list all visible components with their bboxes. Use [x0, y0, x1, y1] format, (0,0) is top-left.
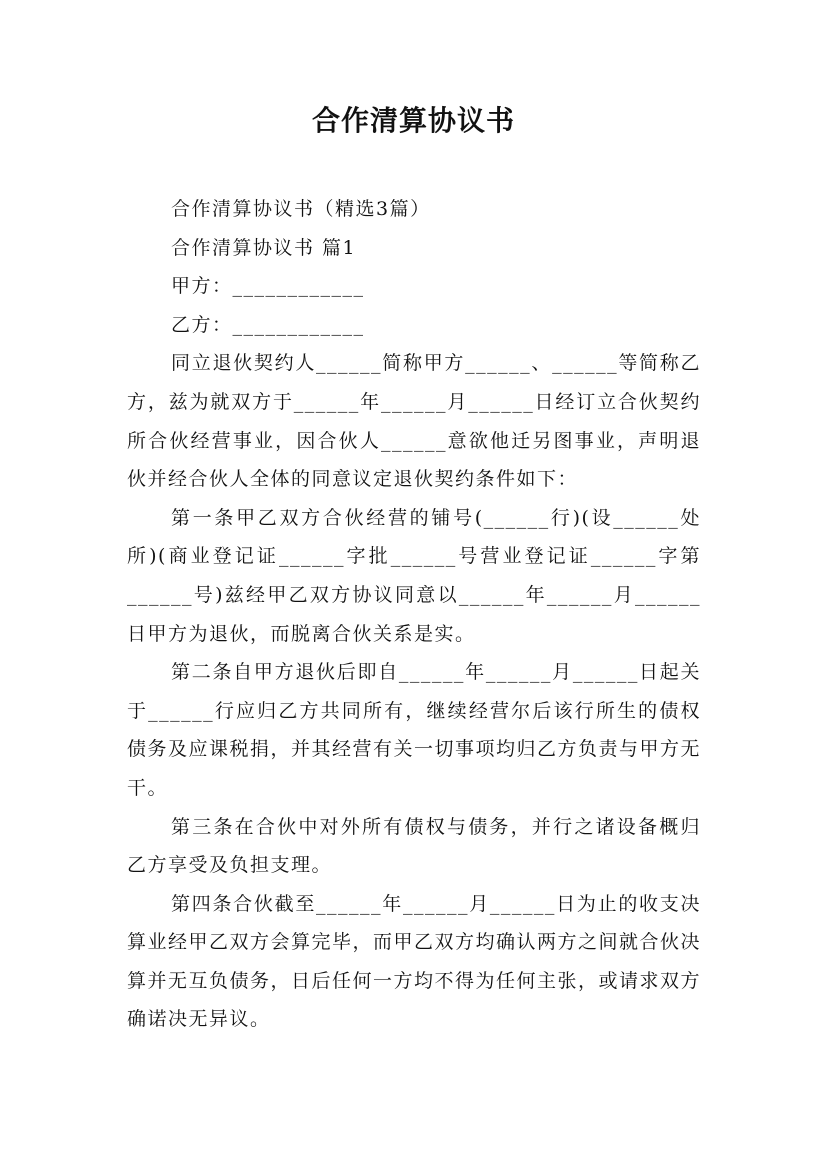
subtitle-line: 合作清算协议书（精选3篇）: [171, 198, 431, 220]
article-1-paragraph: 第一条甲乙双方合伙经营的铺号(______行)(设______处所)(商业登记证______字批______号营业登记证______字第______号)兹经甲乙双方协议同意以______年______月______日甲方为退伙，而脱离合伙关系是实。: [127, 506, 701, 645]
article-4-paragraph: 第四条合伙截至______年______月______日为止的收支决算业经甲乙双方会算完毕，而甲乙双方均确认两方之间就合伙决算并无互负债务，日后任何一方均不得为任何主张，或请求双方确诺决无异议。: [127, 892, 702, 1031]
article-2-paragraph: 第二条自甲方退伙后即自______年______月______日起关于______行应归乙方共同所有，继续经营尔后该行所生的债权债务及应课税捐，并其经营有关一切事项均归乙方负责与甲方无干。: [127, 661, 702, 799]
preamble-paragraph: 同立退伙契约人______简称甲方______、______等简称乙方，兹为就双方于______年______月______日经订立合伙契约所合伙经营事业，因合伙人______意欲他迁另图事业，声明退伙并经合伙人全体的同意议定退伙契约条件如下：: [127, 352, 701, 491]
document-body: [127, 190, 701, 1039]
party-b-line: 乙方：____________: [171, 313, 365, 336]
document-title: 合作清算协议书: [311, 104, 515, 137]
party-a-line: 甲方：____________: [171, 275, 365, 298]
section-heading: 合作清算协议书 篇1: [171, 236, 357, 259]
article-3-paragraph: 第三条在合伙中对外所有债权与债务，并行之诸设备概归乙方享受及负担支理。: [127, 815, 701, 877]
